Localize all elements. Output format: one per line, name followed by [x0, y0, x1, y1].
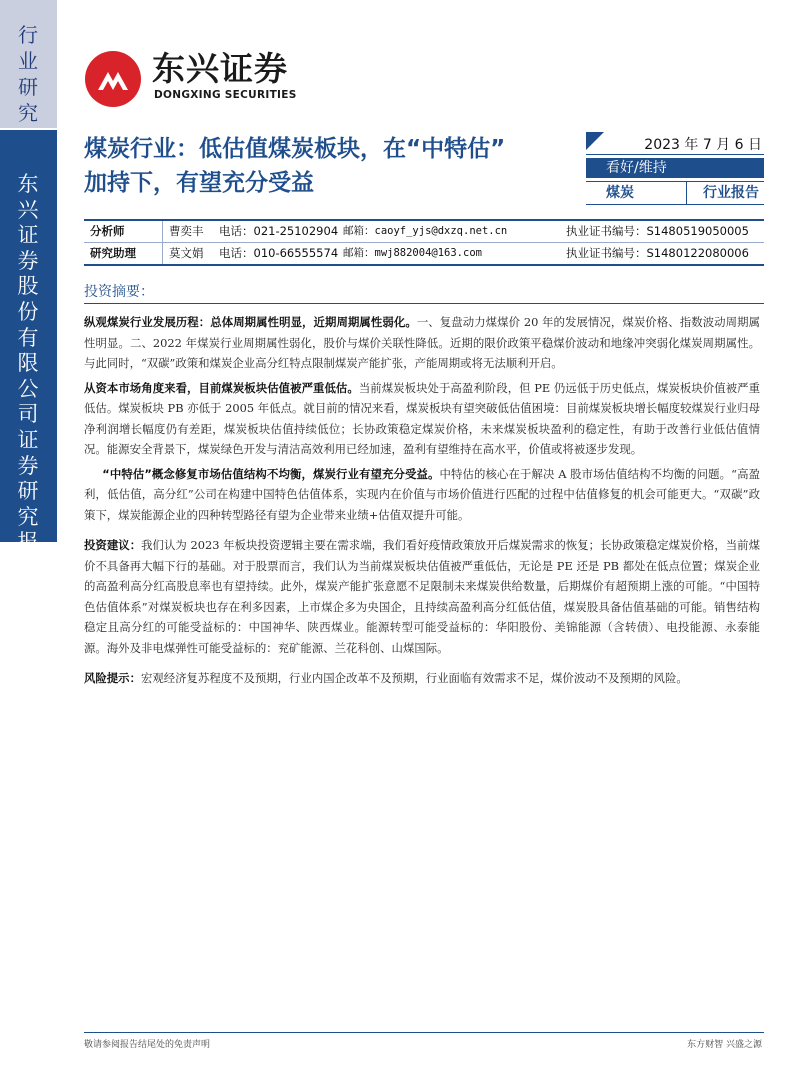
analyst-email[interactable]: 邮箱：caoyf_yjs@dxzq.net.cn	[343, 225, 508, 237]
sidebar-company-block	[0, 130, 57, 580]
report-meta-box	[586, 132, 764, 205]
analyst-role: 分析师	[84, 221, 163, 242]
analyst-cert: 执业证书编号：S1480122080006	[566, 246, 749, 260]
report-type-tag: 行业报告	[703, 185, 759, 201]
analyst-name: 曹奕丰	[169, 224, 204, 238]
analyst-cert: 执业证书编号：S1480519050005	[566, 224, 749, 238]
sidebar-company: 东兴证券股份有限公司证券研究报告	[17, 172, 39, 580]
sidebar-category-block	[0, 0, 57, 128]
footer-slogan: 东方财智 兴盛之源	[687, 1040, 762, 1050]
logo-emblem-icon	[84, 50, 142, 108]
paragraph-lead: 风险提示：	[84, 671, 141, 685]
summary-paragraph	[84, 312, 760, 374]
paragraph-text: 当前煤炭板块处于高盈利阶段，但 PE 仍远低于历史低点，煤炭板块价值被严重低估。煤炭板块 PB 亦低于 2005 年低点。就目前的情况来看，煤炭板块有望突破低估值困境：目前煤炭板块增长幅度较煤炭行业归母净利润增长幅度仍有差距，煤炭板块估值持续低位；长协政策稳定煤炭价格，未来煤炭板块盈利的稳定性，有助于改善行业低估值情况。能源安全背景下，煤炭绿色开发与清洁高效利用已经加速，盈利有望维持在高水平，价值或将被逐步发现。	[84, 380, 760, 456]
analyst-row	[84, 221, 764, 242]
logo-name-en: DONGXING SECURITIES	[154, 89, 297, 101]
analyst-email[interactable]: 邮箱：mwj882004@163.com	[343, 247, 482, 259]
paragraph-lead: “中特估”概念修复市场估值结构不均衡，煤炭行业有望充分受益。	[102, 466, 440, 481]
summary-paragraph	[84, 464, 760, 526]
paragraph-text: 我们认为 2023 年板块投资逻辑主要在需求端，我们看好疫情政策放开后煤炭需求的恢复；长协政策稳定煤炭价格，当前煤价不具备再大幅下行的基础。对于股票而言，我们认为当前煤炭板块估值被严重低估，无论是 PE 还是 PB 都处在低点位置；煤炭企业的高盈利高分红高股息率也有望持续。此外，煤炭产能扩张意愿不足限制未来煤炭供给数量，后期煤价有超预期上涨的可能。“中国特色估值体系”对煤炭板块也存在利多因素，上市煤企多为央国企，且持续高盈利高分红低估值，煤炭股具备估值基础的可能。销售结构稳定且高分红的可能受益标的：中国神华、陕西煤业。能源转型可能受益标的：华阳股份、美锦能源（含转债）、电投能源、永泰能源。海外及非电煤弹性可能受益标的：兖矿能源、兰花科创、山煤国际。	[84, 538, 760, 655]
summary-body	[84, 312, 760, 693]
analyst-phone: 电话：021-25102904	[219, 224, 339, 238]
summary-paragraph	[84, 378, 760, 460]
date-row	[586, 132, 764, 155]
footer-divider	[84, 1032, 764, 1033]
report-title-line2: 加持下，有望充分受益	[84, 170, 314, 196]
paragraph-text: 宏观经济复苏程度不及预期，行业内国企改革不及预期，行业面临有效需求不足，煤价波动不及预期的风险。	[140, 671, 688, 685]
company-logo	[84, 44, 334, 110]
report-date: 2023 年 7 月 6 日	[644, 137, 762, 153]
section-title: 投资摘要：	[84, 284, 154, 300]
footer-disclaimer: 敬请参阅报告结尾处的免责声明	[84, 1040, 211, 1050]
sector-tag: 煤炭	[586, 182, 687, 204]
sidebar	[0, 0, 57, 1086]
analyst-phone: 电话：010-66555574	[219, 246, 339, 260]
paragraph-text: 中特估的核心在于解决 A 股市场估值结构不均衡的问题。“高盈利，低估值，高分红”公司在构建中国特色估值体系，实现内在价值与市场价值进行匹配的过程中估值修复的机会可能更大。“双碳”政策下，煤炭能源企业的四种转型路径有望为企业带来业绩+估值双提升可能。	[84, 466, 760, 522]
analyst-row	[84, 242, 764, 264]
paragraph-lead: 纵观煤炭行业发展历程：总体周期属性明显，近期周期属性弱化。	[84, 315, 417, 329]
date-triangle-icon	[586, 132, 604, 150]
report-title	[84, 132, 584, 200]
paragraph-text: 一、复盘动力煤煤价 20 年的发展情况，煤炭价格、指数波动周期属性明显。二、2022 年煤炭行业周期属性弱化，股价与煤价关联性降低。近期的限价政策平稳煤价波动和地缘冲突弱化煤炭周期属性。与此同时，“双碳”政策和煤炭企业高分红特点限制煤炭产能扩张，产能周期或将无法顺利开启。	[84, 315, 760, 370]
summary-paragraph	[84, 535, 760, 658]
report-tags	[586, 181, 764, 205]
analyst-table	[84, 219, 764, 266]
rating-badge: 看好/维持	[586, 158, 764, 178]
logo-name-cn: 东兴证券	[152, 49, 288, 88]
report-title-line1: 煤炭行业：低估值煤炭板块，在“中特估”	[84, 136, 506, 162]
analyst-role: 研究助理	[84, 243, 163, 264]
paragraph-lead: 从资本市场角度来看，目前煤炭板块估值被严重低估。	[84, 380, 359, 395]
analyst-name: 莫文娟	[169, 246, 204, 260]
section-divider	[84, 303, 764, 304]
risk-paragraph	[84, 668, 760, 689]
sidebar-category: 行业研究	[18, 23, 38, 125]
paragraph-lead: 投资建议：	[84, 538, 142, 552]
